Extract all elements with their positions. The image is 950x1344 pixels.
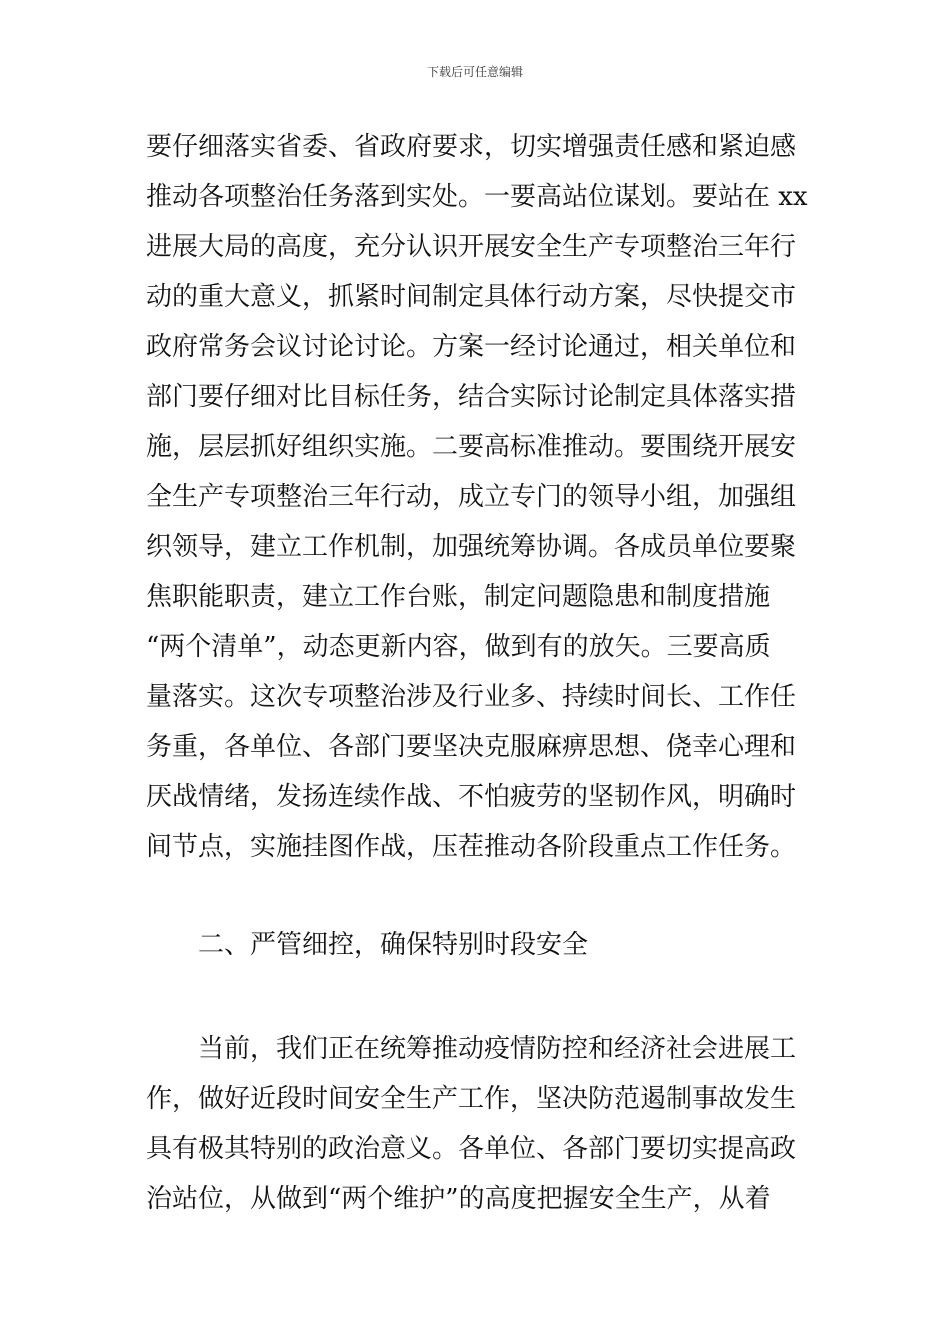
paragraph-line: 施，层层抓好组织实施。二要高标准推动。要围绕开展安 bbox=[146, 432, 797, 462]
page-header-note: 下载后可任意编辑 bbox=[426, 65, 523, 79]
paragraph-line: 厌战情绪，发扬连续作战、不怕疲劳的坚韧作风，明确时 bbox=[146, 782, 797, 812]
paragraph-line: 推动各项整治任务落到实处。一要高站位谋划。要站在 xx bbox=[146, 182, 808, 212]
paragraph-line: “两个清单”，动态更新内容，做到有的放矢。三要高质 bbox=[146, 632, 771, 662]
paragraph-line: 部门要仔细对比目标任务，结合实际讨论制定具体落实措 bbox=[146, 382, 797, 412]
paragraph-line: 治站位，从做到“两个维护”的高度把握安全生产，从着 bbox=[146, 1184, 771, 1214]
section-heading: 二、严管细控，确保特别时段安全 bbox=[198, 930, 589, 960]
paragraph-line: 进展大局的高度，充分认识开展安全生产专项整治三年行 bbox=[146, 232, 797, 262]
paragraph-line: 要仔细落实省委、省政府要求，切实增强责任感和紧迫感 bbox=[146, 132, 797, 162]
paragraph-line: 间节点，实施挂图作战，压茬推动各阶段重点工作任务。 bbox=[146, 832, 797, 862]
paragraph-line: 全生产专项整治三年行动，成立专门的领导小组，加强组 bbox=[146, 482, 797, 512]
paragraph-line: 具有极其特别的政治意义。各单位、各部门要切实提高政 bbox=[146, 1134, 797, 1164]
paragraph-line: 织领导，建立工作机制，加强统筹协调。各成员单位要聚 bbox=[146, 532, 797, 562]
paragraph-line: 政府常务会议讨论讨论。方案一经讨论通过，相关单位和 bbox=[146, 332, 797, 362]
paragraph-line: 动的重大意义，抓紧时间制定具体行动方案，尽快提交市 bbox=[146, 282, 797, 312]
paragraph-line: 焦职能职责，建立工作台账，制定问题隐患和制度措施 bbox=[146, 582, 771, 612]
paragraph-line: 作，做好近段时间安全生产工作，坚决防范遏制事故发生 bbox=[146, 1084, 797, 1114]
paragraph-line: 量落实。这次专项整治涉及行业多、持续时间长、工作任 bbox=[146, 682, 797, 712]
paragraph-line: 当前，我们正在统筹推动疫情防控和经济社会进展工 bbox=[198, 1034, 797, 1064]
paragraph-line: 务重，各单位、各部门要坚决克服麻痹思想、侥幸心理和 bbox=[146, 732, 797, 762]
